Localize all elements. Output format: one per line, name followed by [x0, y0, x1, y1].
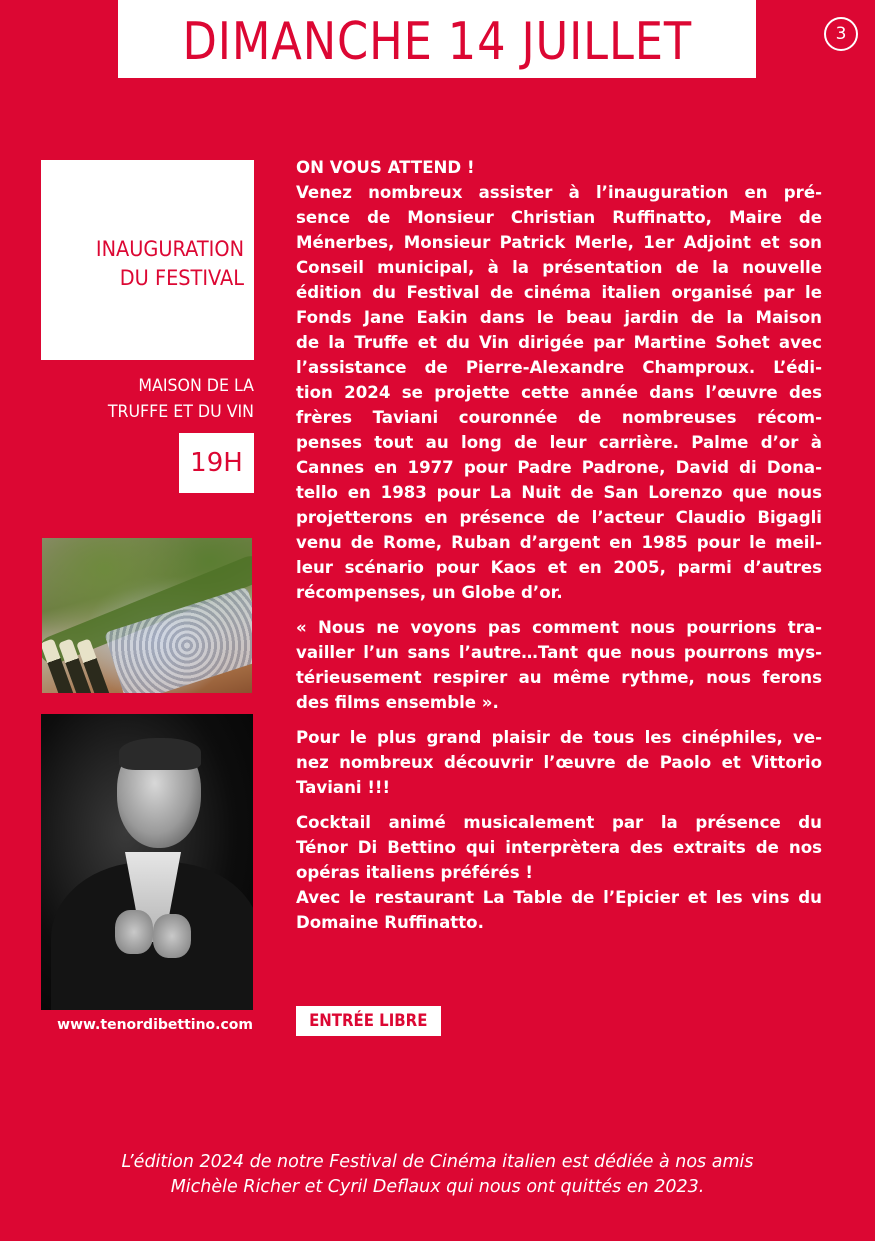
- page-number-badge: 3: [824, 17, 858, 51]
- photo-hair-shape: [119, 738, 201, 770]
- text-line: vailler l’un sans l’autre…Tant que nous pourrons mys-: [296, 643, 822, 662]
- venue-line: MAISON DE LA: [138, 376, 254, 396]
- text-line: leur scénario pour Kaos et en 2005, parmi d’autres: [296, 558, 822, 577]
- venue-line: TRUFFE ET DU VIN: [107, 402, 254, 422]
- text-line: récompenses, un Globe d’or.: [296, 583, 563, 602]
- text-line: Avec le restaurant La Table de l’Epicier et les vins du: [296, 888, 822, 907]
- dedication-line: L’édition 2024 de notre Festival de Cinéma italien est dédiée à nos amis: [121, 1152, 754, 1172]
- event-description: [296, 155, 822, 945]
- text-line: Domaine Ruffinatto.: [296, 913, 484, 932]
- text-line: penses tout au long de leur carrière. Palme d’or à: [296, 433, 822, 452]
- text-line: Fonds Jane Eakin dans le beau jardin de la Maison: [296, 308, 822, 327]
- garden-venue-photo: [42, 538, 252, 693]
- text-line: Cocktail animé musicalement par la présence du: [296, 813, 822, 832]
- text-line: Taviani !!!: [296, 778, 391, 797]
- paragraph-cocktail: [296, 810, 822, 935]
- tenor-website-link[interactable]: www.tenordibettino.com: [57, 1017, 253, 1033]
- event-title-line: INAUGURATION: [95, 237, 244, 261]
- text-line: « Nous ne voyons pas comment nous pourrions tra-: [296, 618, 822, 637]
- text-line: tion 2024 se projette cette année dans l’œuvre des: [296, 383, 822, 402]
- text-line: de la Truffe et du Vin dirigée par Martine Sohet avec: [296, 333, 822, 352]
- tenor-portrait-photo: [41, 714, 253, 1010]
- text-line: édition du Festival de cinéma italien organisé par le: [296, 283, 822, 302]
- free-entry-label: ENTRÉE LIBRE: [309, 1011, 428, 1031]
- text-line: l’assistance de Pierre-Alexandre Champroux. L’édi-: [296, 358, 822, 377]
- paragraph-intro: [296, 155, 822, 605]
- header-banner: [118, 0, 756, 78]
- text-line: des films ensemble ».: [296, 693, 499, 712]
- page-title: DIMANCHE 14 JUILLET: [182, 12, 692, 72]
- text-line: Ménerbes, Monsieur Patrick Merle, 1er Adjoint et son: [296, 233, 822, 252]
- text-line: opéras italiens préférés !: [296, 863, 533, 882]
- text-line: Pour le plus grand plaisir de tous les cinéphiles, ve-: [296, 728, 822, 747]
- free-entry-badge: [296, 1006, 441, 1036]
- photo-hand-shape: [153, 914, 191, 958]
- event-title-box: [41, 160, 254, 360]
- paragraph-invitation: [296, 725, 822, 800]
- paragraph-quote: [296, 615, 822, 715]
- text-line: Cannes en 1977 pour Padre Padrone, David di Dona-: [296, 458, 822, 477]
- text-line: tello en 1983 pour La Nuit de San Lorenzo que nous: [296, 483, 822, 502]
- text-line: Conseil municipal, à la présentation de la nouvelle: [296, 258, 822, 277]
- text-line: frères Taviani couronnée de nombreuses récom-: [296, 408, 822, 427]
- text-line: Venez nombreux assister à l’inauguration en pré-: [296, 183, 822, 202]
- event-venue: [41, 373, 254, 425]
- lead-heading: ON VOUS ATTEND !: [296, 158, 475, 177]
- text-line: Ténor Di Bettino qui interprètera des extraits de nos: [296, 838, 822, 857]
- dedication-note: [0, 1150, 875, 1200]
- text-line: projetterons en présence de l’acteur Claudio Bigagli: [296, 508, 822, 527]
- text-line: térieusement respirer au même rythme, nous ferons: [296, 668, 822, 687]
- event-title-line: DU FESTIVAL: [119, 266, 244, 290]
- dedication-line: Michèle Richer et Cyril Deflaux qui nous ont quittés en 2023.: [170, 1177, 705, 1197]
- photo-hand-shape: [115, 910, 153, 954]
- event-time-badge: 19H: [179, 433, 254, 493]
- text-line: sence de Monsieur Christian Ruffinatto, Maire de: [296, 208, 822, 227]
- text-line: nez nombreux découvrir l’œuvre de Paolo et Vittorio: [296, 753, 822, 772]
- text-line: venu de Rome, Ruban d’argent en 1985 pour le meil-: [296, 533, 822, 552]
